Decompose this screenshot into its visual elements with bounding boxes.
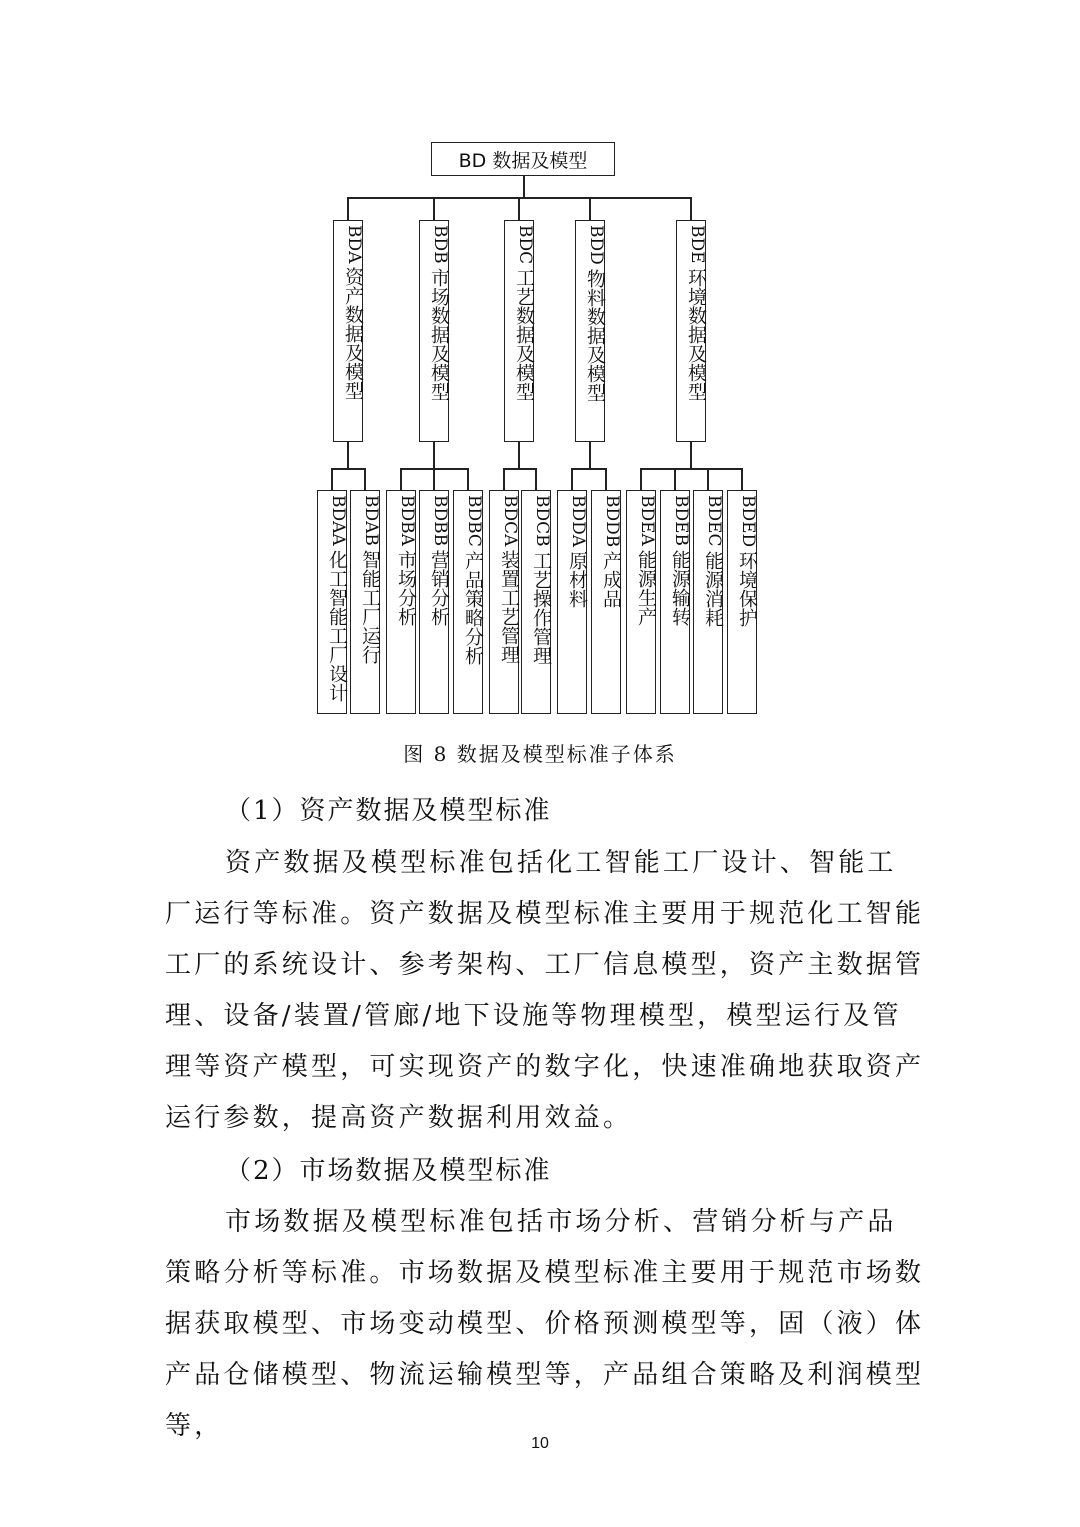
group-connector — [589, 197, 591, 221]
child-node-bddb-code: BDDB — [602, 495, 622, 548]
child-branch-line — [640, 468, 743, 470]
child-node-bdeb-code: BDEB — [671, 495, 691, 547]
group-node-bdd-label: 物料数据及模型 — [584, 268, 606, 402]
group-node-bdc-code: BDC — [515, 225, 535, 265]
child-node-bdaa-label: 化工智能工厂设计 — [326, 549, 348, 702]
child-node-bdea — [626, 490, 656, 714]
child-connector — [331, 468, 333, 490]
child-node-bdba — [386, 490, 416, 714]
standards-tree-diagram — [0, 0, 1080, 730]
child-branch-line — [571, 468, 607, 470]
child-node-bdcb — [521, 490, 551, 714]
child-node-bdab-label: 智能工厂运行 — [359, 549, 381, 664]
child-connector — [400, 468, 402, 490]
child-node-bdda-code: BDDA — [568, 495, 588, 548]
child-node-bdbc — [453, 490, 483, 714]
group-node-bdc — [504, 220, 534, 442]
child-node-bdcb-code: BDCB — [532, 495, 552, 547]
child-connector — [674, 468, 676, 490]
section-paragraph-2: 市场数据及模型标准包括市场分析、营销分析与产品策略分析等标准。市场数据及模型标准主要用于规范市场数据获取模型、市场变动模型、价格预测模型等，固（液）体产品仓储模型、物流运输模型等，产品组合策略及利润模型等， — [165, 1207, 925, 1441]
child-node-bdaa — [317, 490, 347, 714]
child-node-bded — [727, 490, 757, 714]
child-connector — [605, 468, 607, 490]
group-connector — [347, 197, 349, 221]
child-node-bdba-label: 市场分析 — [395, 549, 417, 626]
child-branch-line — [503, 468, 537, 470]
group-node-bdc-label: 工艺数据及模型 — [513, 268, 535, 402]
child-node-bdbb-label: 营销分析 — [428, 550, 450, 627]
child-connector — [640, 468, 642, 490]
group-down-line — [347, 442, 349, 468]
child-node-bdeb-label: 能源输转 — [669, 550, 691, 627]
child-connector — [741, 468, 743, 490]
group-node-bda-label: 资产数据及模型 — [342, 267, 364, 401]
child-node-bdea-code: BDEA — [637, 495, 657, 546]
section-paragraph-1: 资产数据及模型标准包括化工智能工厂设计、智能工厂运行等标准。资产数据及模型标准主要用于规范化工智能工厂的系统设计、参考架构、工厂信息模型，资产主数据管理、设备/装置/管廊/地下设施等物理模型，模型运行及管理等资产模型，可实现资产的数字化，快速准确地获取资产运行参数，提高资产数据利用效益。 — [165, 848, 925, 1133]
child-node-bdec-label: 能源消耗 — [702, 550, 724, 627]
group-node-bdd-code: BDD — [586, 225, 606, 265]
group-node-bde — [676, 220, 706, 442]
child-node-bdba-code: BDBA — [397, 495, 417, 546]
group-node-bdb-label: 市场数据及模型 — [428, 267, 450, 401]
child-node-bdca-code: BDCA — [500, 495, 520, 547]
child-node-bded-code: BDED — [738, 495, 758, 548]
child-node-bdbc-label: 产品策略分析 — [462, 550, 484, 665]
child-connector — [467, 468, 469, 490]
group-down-line — [589, 442, 591, 468]
group-connector — [433, 197, 435, 221]
child-node-bdca — [489, 490, 519, 714]
child-node-bdeb — [660, 490, 690, 714]
child-node-bdbb-code: BDBB — [430, 495, 450, 547]
child-node-bdda — [557, 490, 587, 714]
child-node-bdaa-code: BDAA — [328, 495, 348, 546]
section-heading-2: （2）市场数据及模型标准 — [225, 1156, 552, 1186]
group-down-line — [433, 442, 435, 468]
child-node-bddb-label: 产成品 — [600, 551, 622, 609]
child-connector — [503, 468, 505, 490]
child-connector — [535, 468, 537, 490]
child-node-bdec — [693, 490, 723, 714]
child-node-bdea-label: 能源生产 — [635, 549, 657, 626]
group-connector — [518, 197, 520, 221]
child-node-bdbb — [419, 490, 449, 714]
group-node-bde-code: BDE — [687, 225, 707, 264]
child-node-bdcb-label: 工艺操作管理 — [530, 550, 552, 665]
group-node-bdd — [575, 220, 605, 442]
group-node-bda — [333, 220, 363, 442]
group-down-line — [518, 442, 520, 468]
page-number: 10 — [531, 1435, 549, 1452]
child-node-bdda-label: 原材料 — [566, 551, 588, 609]
child-branch-line — [331, 468, 366, 470]
group-connector — [690, 197, 692, 221]
root-label: BD 数据及模型 — [458, 149, 588, 172]
child-node-bdab-code: BDAB — [361, 495, 381, 546]
group-down-line — [690, 442, 692, 468]
child-node-bded-label: 环境保护 — [736, 551, 758, 628]
child-connector — [364, 468, 366, 490]
child-node-bdbc-code: BDBC — [464, 495, 484, 547]
figure-caption: 图 8 数据及模型标准子体系 — [403, 742, 677, 766]
child-node-bdca-label: 装置工艺管理 — [498, 550, 520, 665]
child-node-bdab — [350, 490, 380, 714]
group-node-bdb — [419, 220, 449, 442]
root-connector — [523, 176, 525, 198]
child-connector — [571, 468, 573, 490]
child-connector — [707, 468, 709, 490]
child-node-bddb — [591, 490, 621, 714]
group-node-bde-label: 环境数据及模型 — [685, 267, 707, 401]
root-node — [431, 142, 615, 176]
child-connector — [433, 468, 435, 490]
group-node-bdb-code: BDB — [430, 225, 450, 264]
section-heading-1: （1）资产数据及模型标准 — [225, 796, 552, 826]
group-node-bda-code: BDA — [344, 225, 364, 264]
child-node-bdec-code: BDEC — [704, 495, 724, 547]
